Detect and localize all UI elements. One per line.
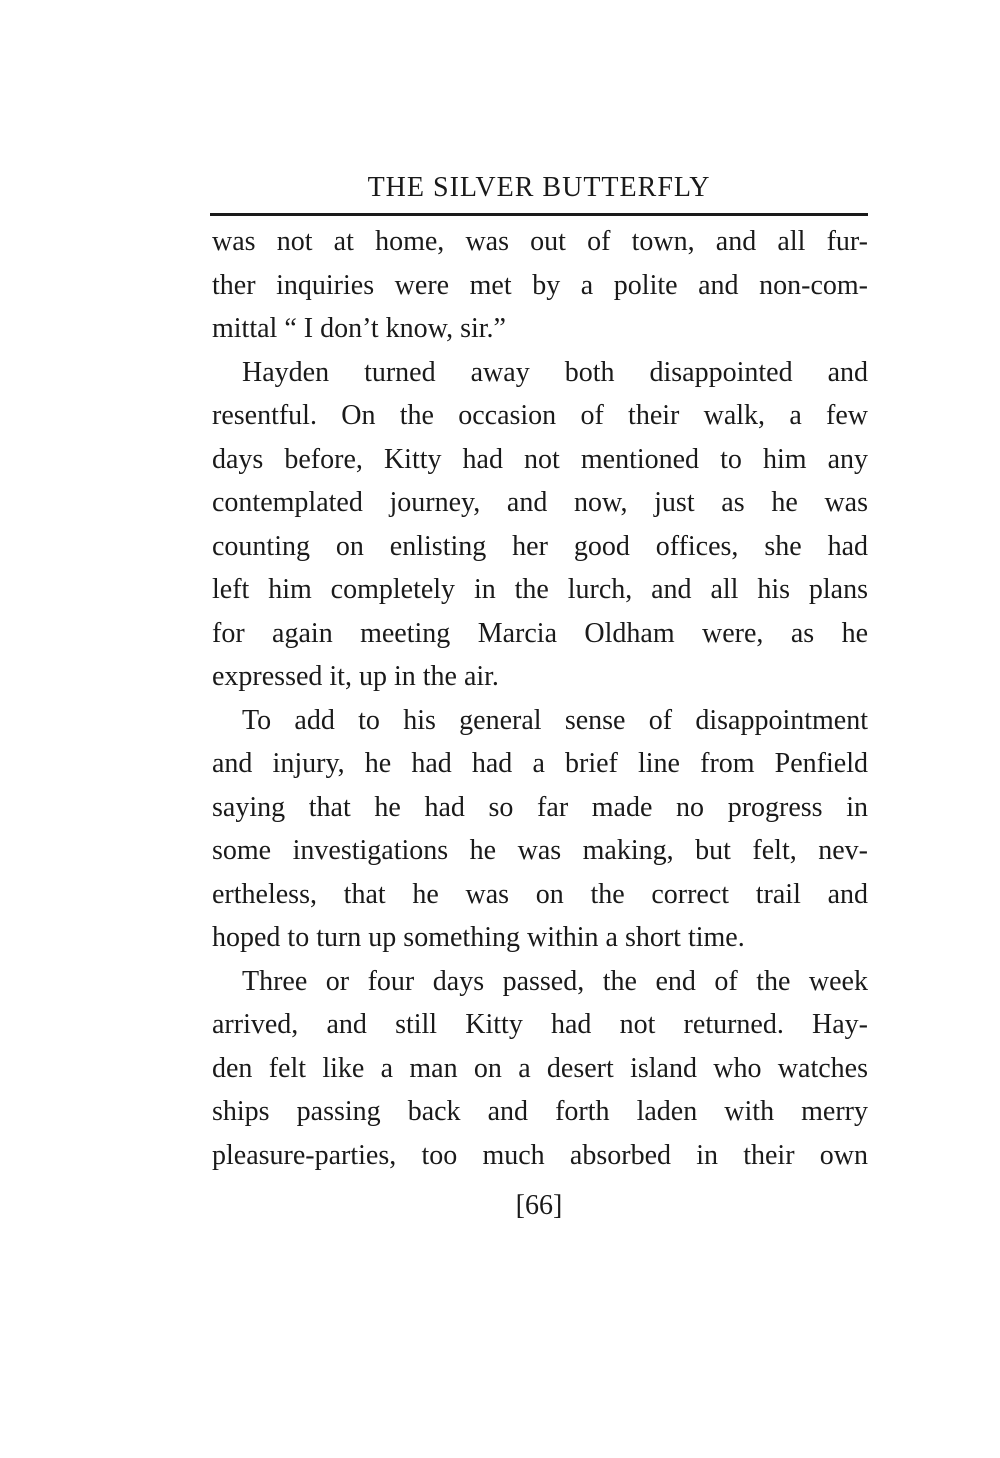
text-line: days before, Kitty had not mentioned to him any bbox=[212, 443, 868, 475]
text-line: mittal “ I don’t know, sir.” bbox=[212, 313, 506, 344]
text-line: ther inquiries were met by a polite and non-com- bbox=[212, 269, 868, 301]
text-line: left him completely in the lurch, and all his plans bbox=[212, 574, 868, 605]
text-line: ertheless, that he was on the correct trail and bbox=[212, 878, 868, 910]
text-line: ships passing back and forth laden with merry bbox=[212, 1096, 868, 1127]
body-text bbox=[212, 220, 868, 1177]
text-line: resentful. On the occasion of their walk, a few bbox=[212, 400, 868, 431]
text-line: expressed it, up in the air. bbox=[212, 661, 499, 692]
text-line: Three or four days passed, the end of the week bbox=[242, 965, 868, 997]
running-head: THE SILVER BUTTERFLY bbox=[367, 172, 711, 203]
text-line: pleasure-parties, too much absorbed in their own bbox=[212, 1139, 868, 1171]
text-line: was not at home, was out of town, and all fur- bbox=[212, 226, 868, 257]
text-line: saying that he had so far made no progress in bbox=[212, 791, 868, 823]
text-line: and injury, he had had a brief line from Penfield bbox=[212, 748, 868, 779]
text-line: hoped to turn up something within a short time. bbox=[212, 922, 745, 953]
text-line: some investigations he was making, but felt, nev- bbox=[212, 835, 868, 866]
text-line: Hayden turned away both disappointed and bbox=[242, 356, 868, 388]
text-line: arrived, and still Kitty had not returned. Hay- bbox=[212, 1009, 868, 1040]
text-line: To add to his general sense of disappointment bbox=[242, 704, 868, 736]
header-rule bbox=[210, 213, 868, 216]
page-number: [66] bbox=[515, 1190, 563, 1221]
text-line: den felt like a man on a desert island who watches bbox=[212, 1052, 868, 1084]
text-line: contemplated journey, and now, just as he was bbox=[212, 487, 868, 518]
text-line: counting on enlisting her good offices, she had bbox=[212, 530, 868, 562]
text-line: for again meeting Marcia Oldham were, as he bbox=[212, 617, 868, 649]
